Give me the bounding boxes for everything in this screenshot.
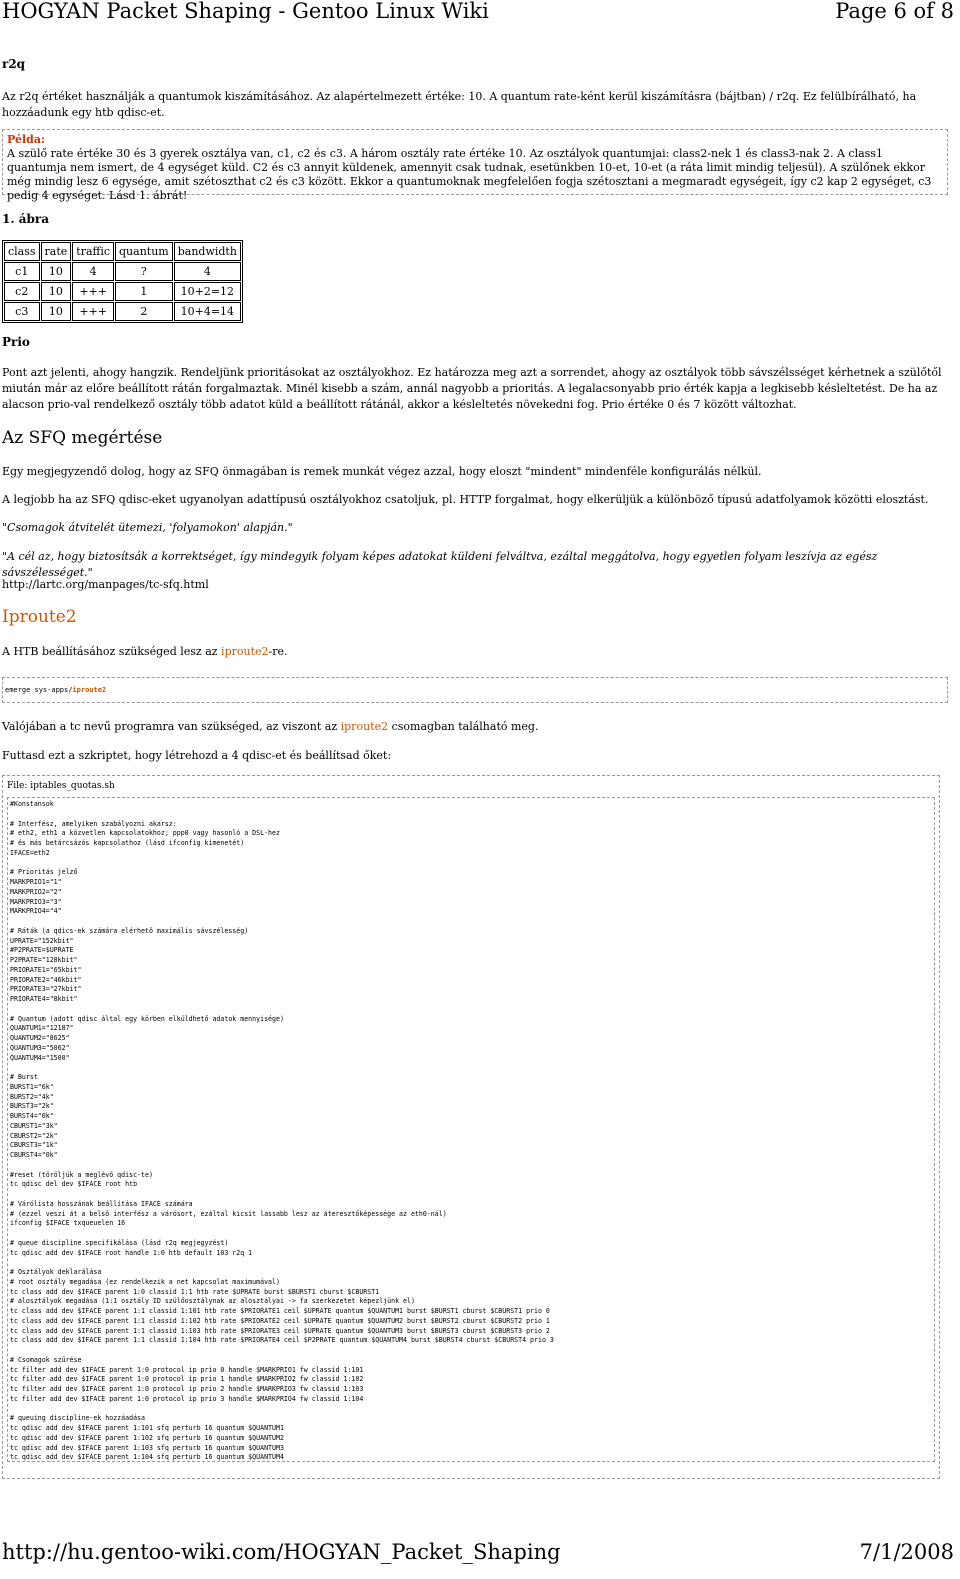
iproute-heading[interactable]: Iproute2 [2, 607, 77, 627]
r2q-text: Az r2q értéket használják a quantumok kiszámításához. Az alapértelmezett értéke: 10. A quantum rate-ként kerül kiszámításra (bájtban) / r2q. Ez felülbírálható, ha hozzáadunk egy htb qdisc-et. [2, 90, 917, 119]
table-cell: 10+4=14 [174, 302, 241, 321]
iproute2-link[interactable]: iproute2 [340, 720, 389, 733]
script-file-box [2, 775, 940, 1479]
table-row [4, 262, 241, 281]
table-row [4, 302, 241, 321]
sfq-heading: Az SFQ megértése [2, 428, 163, 448]
sfq-quote-2: "A cél az, hogy biztosítsák a korrektséget, így mindegyik folyam képes adatokat küldeni felváltva, ezáltal meggátolva, hogy egyetlen folyam leszívja az egész sávszélességet." [2, 550, 878, 579]
table-cell: +++ [72, 302, 114, 321]
table-row [4, 282, 241, 301]
iproute-text: Valójában a tc nevű programra van szükséged, az viszont az [2, 720, 341, 733]
command-text: emerge sys-apps/ [5, 686, 73, 694]
table-header-cell: traffic [72, 242, 114, 261]
iproute-paragraph-2 [2, 719, 948, 735]
table-cell: c1 [4, 262, 40, 281]
table-header-cell: bandwidth [174, 242, 241, 261]
table-header-row [4, 242, 241, 261]
table-header-cell: class [4, 242, 40, 261]
table-cell: ? [115, 262, 173, 281]
sfq-link[interactable]: http://lartc.org/manpages/tc-sfq.html [2, 578, 209, 591]
table-cell: +++ [72, 282, 114, 301]
table-cell: 10 [41, 282, 72, 301]
sfq-quote-1: "Csomagok átvitelét ütemezi, 'folyamokon' alapján." [2, 521, 293, 534]
page-number: Page 6 of 8 [835, 0, 954, 23]
iproute-paragraph-3: Futtasd ezt a szkriptet, hogy létrehozd a 4 qdisc-et és beállítsad őket: [2, 749, 392, 762]
table-cell: c3 [4, 302, 40, 321]
emerge-command-box [2, 677, 948, 703]
table-cell: 2 [115, 302, 173, 321]
page-header [0, 0, 960, 28]
document-title: HOGYAN Packet Shaping - Gentoo Linux Wiki [2, 0, 489, 23]
file-title: File: iptables_quotas.sh [7, 781, 115, 791]
example-label: Példa: [7, 133, 46, 146]
figure-table [2, 240, 243, 323]
footer-date: 7/1/2008 [859, 1540, 954, 1564]
sfq-paragraph-1: Egy megjegyzendő dolog, hogy az SFQ önmagában is remek munkát végez azzal, hogy eloszt "mindent" mindenféle konfigurálás nélkül. [2, 465, 762, 478]
iproute2-package-link[interactable]: iproute2 [72, 686, 107, 694]
iproute-text: A HTB beállításához szükséged lesz az [2, 645, 222, 658]
iproute-paragraph-1 [2, 644, 948, 660]
script-code: #Konstansok # Interfész, amelyiken szabályozni akarsz: # eth2, eth1 a közvetlen kapcsolatokhoz; ppp0 vagy hasonló a DSL-hez # és más betárcsázós kapcsolathoz (lásd ifconfig kimenetét) IFACE=eth2 # Prioritás jelző MARKPRIO1="1" MARKPRIO2="2" MARKPRIO3="3" MARKPRIO4="4" # Ráták (a qdics-ek számára elérhető maximális sávszélesség) UPRATE="152kbit" #P2PRATE=$UPRATE P2PRATE="128kbit" PRIORATE1="65kbit" PRIORATE2="46kbit" PRIORATE3="27kbit" PRIORATE4="8kbit" # Quantum (adott qdisc által egy körben elküldhető adatok mennyisége) QUANTUM1="12187" QUANTUM2="8625" QUANTUM3="5062" QUANTUM4="1500" # Burst BURST1="6k" BURST2="4k" BURST3="2k" BURST4="0k" CBURST1="3k" CBURST2="2k" CBURST3="1k" CBURST4="0k" #reset (töröljük a meglévő qdisc-te) tc qdisc del dev $IFACE root htb # Várólista hosszának beállítása IFACE számára # (ezzel veszi át a belső interfész a várósort, ezáltal kicsit lassabb lesz az áteresztőképessége az eth0-nál) ifconfig $IFACE txqueuelen 16 # queue discipline specifikálása (lásd r2q megjegyzést) tc qdisc add dev $IFACE root handle 1:0 htb default 103 r2q 1 # Osztályok deklarálása # root osztály megadása (ez rendelkezik a net kapcsolat maximumával) tc class add dev $IFACE parent 1:0 classid 1:1 htb rate $UPRATE burst $BURST1 cburst $CBURST1 # alosztályok megadása (1:1 osztály ID szülőosztálynak az alosztályai -> fa szerkezetet képezljünk el) tc class add dev $IFACE parent 1:1 classid 1:101 htb rate $PRIORATE1 ceil $UPRATE quantum $QUANTUM1 burst $BURST1 cburst $CBURST1 prio 0 tc class add dev $IFACE parent 1:1 classid 1:102 htb rate $PRIORATE2 ceil $UPRATE quantum $QUANTUM2 burst $BURST2 cburst $CBURST2 prio 1 tc class add dev $IFACE parent 1:1 classid 1:103 htb rate $PRIORATE3 ceil $UPRATE quantum $QUANTUM3 burst $BURST3 cburst $CBURST3 prio 2 tc class add dev $IFACE parent 1:1 classid 1:104 htb rate $PRIORATE4 ceil $P2PRATE quantum $QUANTUM4 burst $BURST4 cburst $CBURST4 prio 3 # Csomagok szűrése tc filter add dev $IFACE parent 1:0 protocol ip prio 0 handle $MARKPRIO1 fw classid 1:101 tc filter add dev $IFACE parent 1:0 protocol ip prio 1 handle $MARKPRIO2 fw classid 1:102 tc filter add dev $IFACE parent 1:0 protocol ip prio 2 handle $MARKPRIO3 fw classid 1:103 tc filter add dev $IFACE parent 1:0 protocol ip prio 3 handle $MARKPRIO4 fw classid 1:104 # queuing discipline-ek hozzáadása tc qdisc add dev $IFACE parent 1:101 sfq perturb 16 quantum $QUANTUM1 tc qdisc add dev $IFACE parent 1:102 sfq perturb 16 quantum $QUANTUM2 tc qdisc add dev $IFACE parent 1:103 sfq perturb 16 quantum $QUANTUM3 tc qdisc add dev $IFACE parent 1:104 sfq perturb 16 quantum $QUANTUM4 [7, 797, 935, 1462]
example-text: A szülő rate értéke 30 és 3 gyerek osztálya van, c1, c2 és c3. A három osztály rate értéke 10. Az osztályok quantumjai: class2-nek 1 és class3-nak 2. A class1 quantumja nem ismert, de 4 egységet küld. C2 és c3 annyit küldenek, amennyit csak tudnak, esetünkben 10-et, 10-et (a ráta limit mindig teljesül). A szülőnek ekkor még mindig lesz 6 egysége, amit szétoszthat c2 és c3 között. Ekkor a quantumoknak megfelelően fogja szétosztani a megmaradt egységeit, így c2 kap 2 egységet, c3 pedig 4 egységet. Lásd 1. ábrát! [7, 147, 932, 202]
sfq-paragraph-2: A legjobb ha az SFQ qdisc-eket ugyanolyan adattípusú osztályokhoz csatoljuk, pl. HTTP forgalmat, hogy elkerüljük a különböző típusú adatfolyamok közötti elosztást. [2, 493, 929, 506]
table-cell: c2 [4, 282, 40, 301]
footer-url: http://hu.gentoo-wiki.com/HOGYAN_Packet_Shaping [2, 1540, 561, 1564]
table-cell: 4 [72, 262, 114, 281]
table-cell: 1 [115, 282, 173, 301]
table-header-cell: rate [41, 242, 72, 261]
iproute2-link[interactable]: iproute2 [221, 645, 269, 658]
table-cell: 10+2=12 [174, 282, 241, 301]
prio-text: Pont azt jelenti, ahogy hangzik. Rendeljünk prioritásokat az osztályokhoz. Ez határozza meg azt a sorrendet, ahogy az osztályok több sávszélsséget kérhetnek a szülőtől miután már az előre beállított rátán forgalmaztak. Minél kisebb a szám, annál nagyobb a prioritás. A legalacsonyabb prio érték kapja a legkisebb késleltetést. De ha az alacson prio-val rendelkező osztály több adatot küld a beállított rátánál, akkor a késleltetés növekedni fog. Prio értéke 0 és 7 között változhat. [2, 366, 942, 411]
table-cell: 10 [41, 302, 72, 321]
figure-label: 1. ábra [2, 212, 49, 226]
table-header-cell: quantum [115, 242, 173, 261]
example-box [2, 129, 948, 202]
iproute-text: csomagban található meg. [388, 720, 539, 733]
table-cell: 4 [174, 262, 241, 281]
iproute-text: -re. [268, 645, 288, 658]
table-cell: 10 [41, 262, 72, 281]
r2q-heading: r2q [2, 57, 26, 71]
prio-heading: Prio [2, 335, 30, 349]
